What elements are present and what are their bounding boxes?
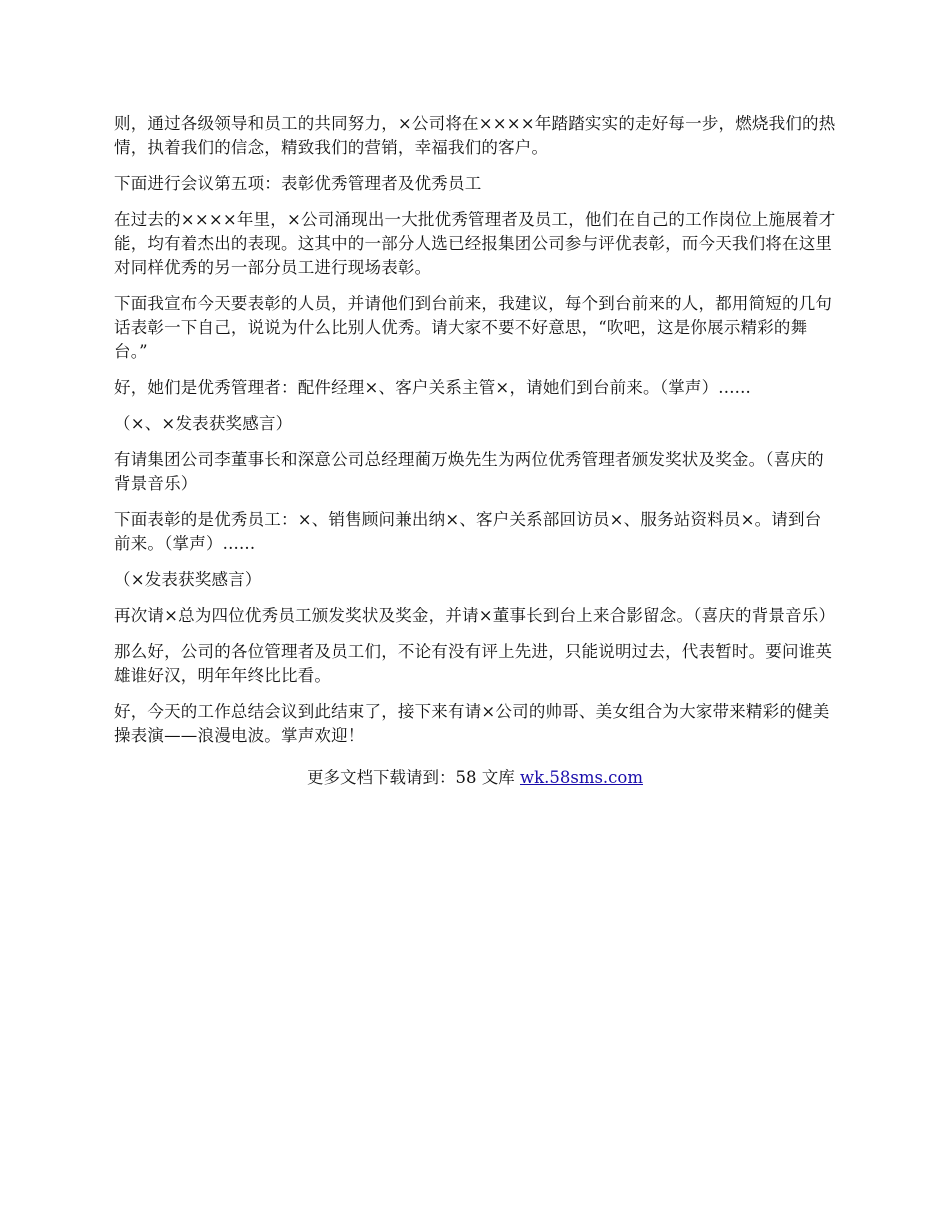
document-body: [114, 112, 836, 790]
footer-prefix-text: 更多文档下载请到：58 文库: [306, 768, 520, 787]
paragraph-11: 那么好，公司的各位管理者及员工们，不论有没有评上先进，只能说明过去，代表暂时。要问谁英雄谁好汉，明年年终比比看。: [114, 642, 833, 685]
footer-download-link[interactable]: wk.58sms.com: [519, 768, 643, 787]
paragraph-1: 则，通过各级领导和员工的共同努力，×公司将在××××年踏踏实实的走好每一步，燃烧我们的热情，执着我们的信念，精致我们的营销，幸福我们的客户。: [114, 114, 836, 157]
paragraph-5: 好，她们是优秀管理者：配件经理×、客户关系主管×，请她们到台前来。（掌声）......: [114, 378, 751, 397]
paragraph-6: （×、×发表获奖感言）: [114, 414, 293, 433]
paragraph-7: 有请集团公司李董事长和深意公司总经理蔺万焕先生为两位优秀管理者颁发奖状及奖金。（喜庆的背景音乐）: [114, 450, 824, 493]
download-footer: [114, 766, 836, 790]
paragraph-9: （×发表获奖感言）: [114, 570, 262, 589]
paragraph-10: 再次请×总为四位优秀员工颁发奖状及奖金，并请×董事长到台上来合影留念。（喜庆的背景音乐）: [114, 606, 836, 625]
paragraph-8: 下面表彰的是优秀员工：×、销售顾问兼出纳×、客户关系部回访员×、服务站资料员×。请到台前来。（掌声）......: [114, 510, 822, 553]
paragraph-2: 下面进行会议第五项：表彰优秀管理者及优秀员工: [114, 174, 482, 193]
paragraph-3: 在过去的××××年里，×公司涌现出一大批优秀管理者及员工，他们在自己的工作岗位上施展着才能，均有着杰出的表现。这其中的一部分人选已经报集团公司参与评优表彰，而今天我们将在这里对同样优秀的另一部分员工进行现场表彰。: [114, 210, 836, 277]
paragraph-12: 好，今天的工作总结会议到此结束了，接下来有请×公司的帅哥、美女组合为大家带来精彩的健美操表演——浪漫电波。掌声欢迎！: [114, 702, 830, 745]
paragraph-4: 下面我宣布今天要表彰的人员，并请他们到台前来，我建议，每个到台前来的人，都用简短的几句话表彰一下自己，说说为什么比别人优秀。请大家不要不好意思，“吹吧，这是你展示精彩的舞台。”: [114, 294, 833, 361]
